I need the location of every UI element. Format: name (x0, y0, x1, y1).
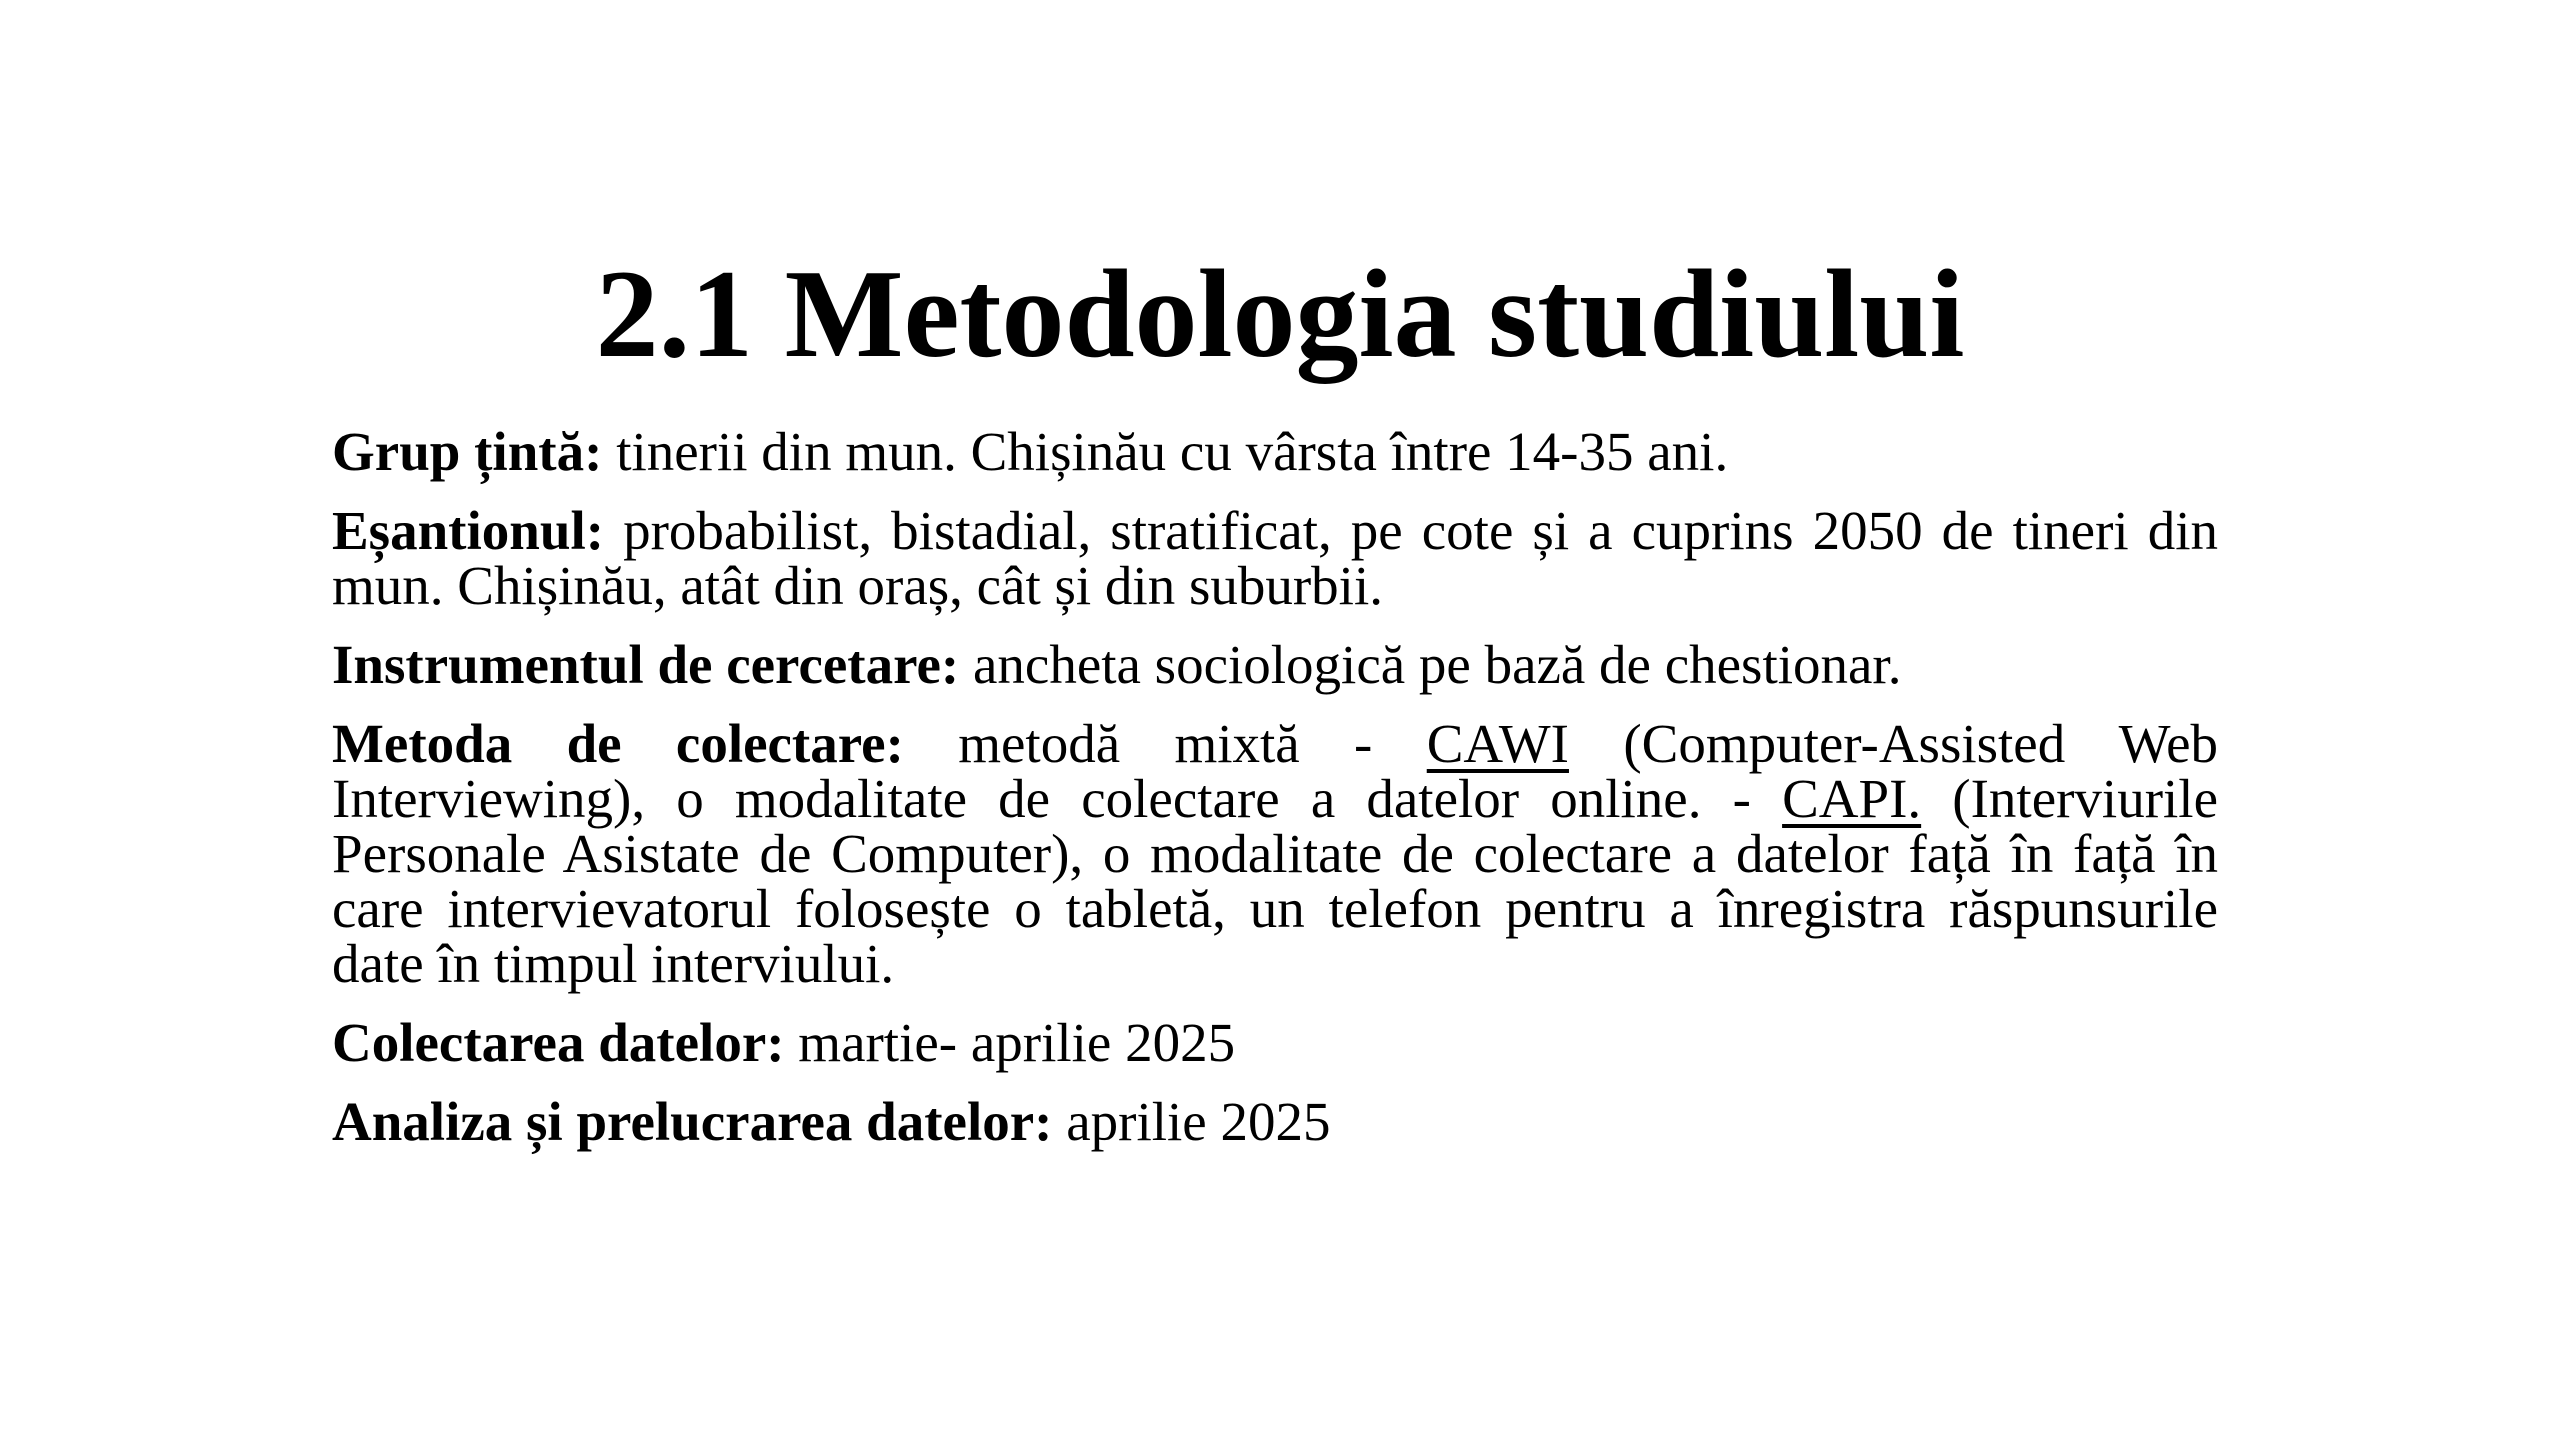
slide-body-text (332, 421, 2218, 1152)
text-analysis-period: aprilie 2025 (1052, 1091, 1331, 1152)
paragraph-collection-method (332, 713, 2218, 994)
label-sample: Eșantionul: (332, 500, 605, 561)
paragraph-research-instrument (332, 634, 2218, 695)
label-research-instrument: Instrumentul de cercetare: (332, 634, 960, 695)
label-collection-method: Metoda de colectare: (332, 713, 904, 774)
label-target-group: Grup țintă: (332, 421, 603, 482)
paragraph-analysis-period (332, 1091, 2218, 1152)
paragraph-data-collection-period (332, 1012, 2218, 1073)
text-research-instrument: ancheta sociologică pe bază de chestionar. (959, 634, 1902, 695)
underlined-term-capi: CAPI. (1782, 768, 1922, 829)
slide-title: 2.1 Metodologia studiului (595, 245, 1965, 385)
underlined-term-cawi: CAWI (1426, 713, 1569, 774)
paragraph-target-group (332, 421, 2218, 482)
label-data-collection-period: Colectarea datelor: (332, 1012, 785, 1073)
paragraph-sample (332, 500, 2218, 616)
text-data-collection-period: martie- aprilie 2025 (784, 1012, 1236, 1073)
label-analysis-period: Analiza și prelucrarea datelor: (332, 1091, 1053, 1152)
text-sample: probabilist, bistadial, stratificat, pe cote și a cuprins 2050 de tineri din mun. Chișinău, atât din oraș, cât și din suburbii. (332, 500, 2218, 616)
text-capi-description: (Interviurile Personale Asistate de Computer), o modalitate de colectare a datelor față în față în care intervievatorul folosește o tabletă, un telefon pentru a înregistra răspunsurile date în timpul interviului. (332, 768, 2218, 994)
text-cawi-description: (Computer-Assisted Web Interviewing), o modalitate de colectare a datelor online. - (332, 713, 2218, 829)
text-collection-method-intro: metodă mixtă - (903, 713, 1427, 774)
text-target-group: tinerii din mun. Chișinău cu vârsta între 14-35 ani. (602, 421, 1729, 482)
